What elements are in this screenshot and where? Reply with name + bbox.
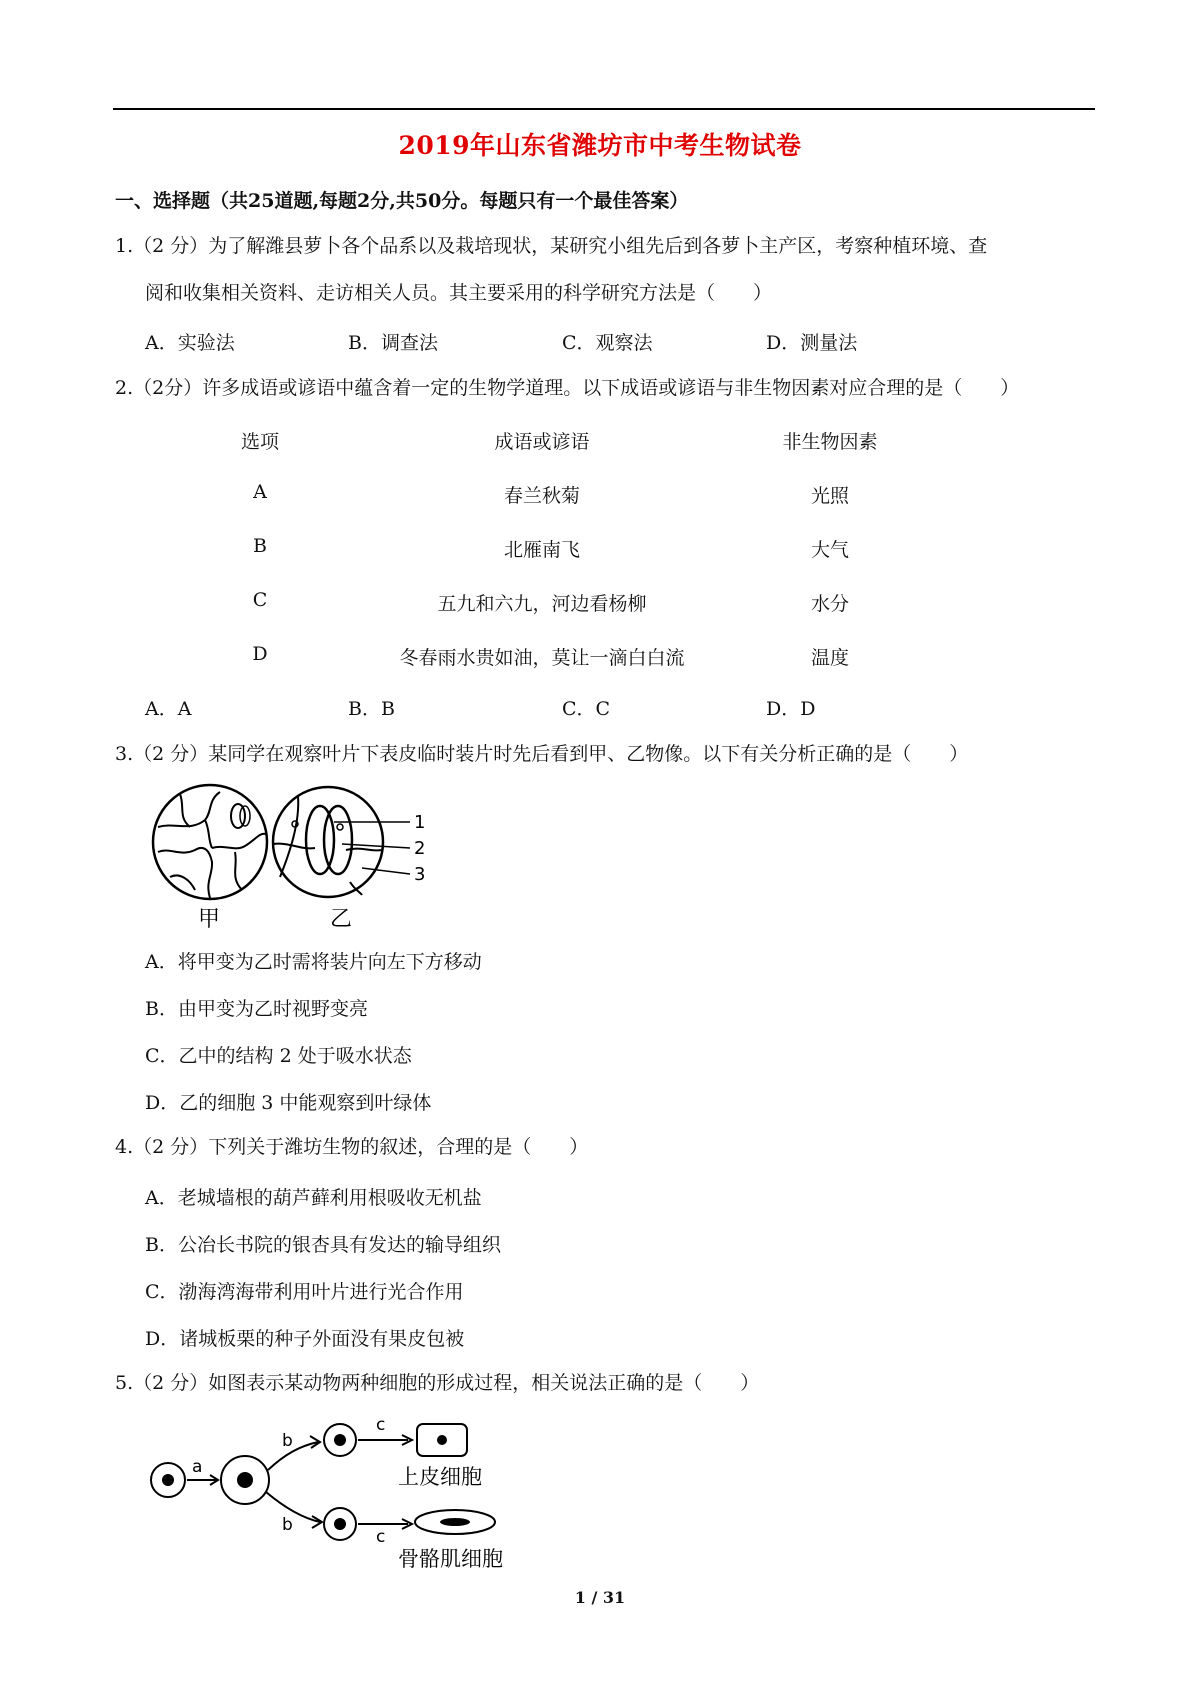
label-c-bottom: c <box>376 1527 386 1547</box>
page-title: 2019年山东省潍坊市中考生物试卷 <box>398 131 802 160</box>
q1-stem-line2: 阅和收集相关资料、走访相关人员。其主要采用的科学研究方法是（ ） <box>145 282 773 304</box>
label-1: 1 <box>414 812 426 833</box>
q3-option-d: D．乙的细胞 3 中能观察到叶绿体 <box>145 1092 432 1114</box>
q4-option-c: C．渤海湾海带利用叶片进行光合作用 <box>145 1281 464 1303</box>
q4-stem: 4.（2 分）下列关于潍坊生物的叙述，合理的是（ ） <box>115 1136 589 1158</box>
q1-option-b: B．调查法 <box>348 332 438 354</box>
q1-option-c: C．观察法 <box>562 332 653 354</box>
label-jia: 甲 <box>198 907 221 932</box>
table-cell: B <box>253 535 267 557</box>
q3-option-c: C．乙中的结构 2 处于吸水状态 <box>145 1045 412 1067</box>
q3-stem: 3.（2 分）某同学在观察叶片下表皮临时装片时先后看到甲、乙物像。以下有关分析正确的是（ ） <box>115 743 969 765</box>
label-c-top: c <box>376 1415 386 1435</box>
label-3: 3 <box>414 864 426 885</box>
q2-option-a: A．A <box>145 698 192 720</box>
q3-option-b: B．由甲变为乙时视野变亮 <box>145 998 368 1020</box>
view-yi <box>273 787 425 897</box>
label-skeletal-muscle-cell: 骨骼肌细胞 <box>398 1547 503 1571</box>
table-cell: 五九和六九，河边看杨柳 <box>437 593 647 615</box>
q1-stem-line1: 1.（2 分）为了解潍县萝卜各个品系以及栽培现状，某研究小组先后到各萝卜主产区，考察种植环境、查 <box>115 235 988 257</box>
view-jia <box>153 785 267 899</box>
label-b-top: b <box>282 1431 293 1451</box>
table-cell: 冬春雨水贵如油，莫让一滴白白流 <box>399 647 685 669</box>
q1-option-a: A．实验法 <box>145 332 235 354</box>
q1-option-d: D．测量法 <box>766 332 858 354</box>
q2-option-c: C．C <box>562 698 611 720</box>
table-cell: C <box>252 589 268 611</box>
q5-stem: 5.（2 分）如图表示某动物两种细胞的形成过程，相关说法正确的是（ ） <box>115 1372 760 1394</box>
header-rule <box>113 108 1095 110</box>
q4-option-b: B．公冶长书院的银杏具有发达的输导组织 <box>145 1234 501 1256</box>
q2-option-b: B．B <box>348 698 395 720</box>
table-cell: D <box>252 643 268 665</box>
section-heading: 一、选择题（共25道题,每题2分,共50分。每题只有一个最佳答案） <box>115 190 689 212</box>
table-header: 选项 <box>240 431 280 453</box>
page-number: 1 / 31 <box>574 1588 626 1607</box>
label-b-bottom: b <box>282 1515 293 1535</box>
microscope-views-figure <box>150 782 430 932</box>
q2-option-d: D．D <box>766 698 816 720</box>
table-cell: 北雁南飞 <box>503 539 581 561</box>
q4-option-d: D．诸城板栗的种子外面没有果皮包被 <box>145 1328 465 1350</box>
label-2: 2 <box>414 838 426 859</box>
table-cell: 温度 <box>810 647 850 669</box>
table-cell: 春兰秋菊 <box>503 485 581 507</box>
label-yi: 乙 <box>330 907 353 932</box>
table-header: 非生物因素 <box>782 431 878 453</box>
label-epithelial-cell: 上皮细胞 <box>398 1465 482 1489</box>
table-cell: 水分 <box>810 593 850 615</box>
table-cell: 光照 <box>810 485 850 507</box>
cell-differentiation-figure <box>140 1412 540 1574</box>
table-header: 成语或谚语 <box>494 431 590 453</box>
q2-stem: 2.（2分）许多成语或谚语中蕴含着一定的生物学道理。以下成语或谚语与非生物因素对应合理的是（ ） <box>115 377 1020 399</box>
table-cell: A <box>253 481 267 503</box>
q4-option-a: A．老城墙根的葫芦藓利用根吸收无机盐 <box>145 1187 482 1209</box>
label-a: a <box>192 1457 203 1477</box>
table-cell: 大气 <box>810 539 850 561</box>
q3-option-a: A．将甲变为乙时需将装片向左下方移动 <box>145 951 482 973</box>
